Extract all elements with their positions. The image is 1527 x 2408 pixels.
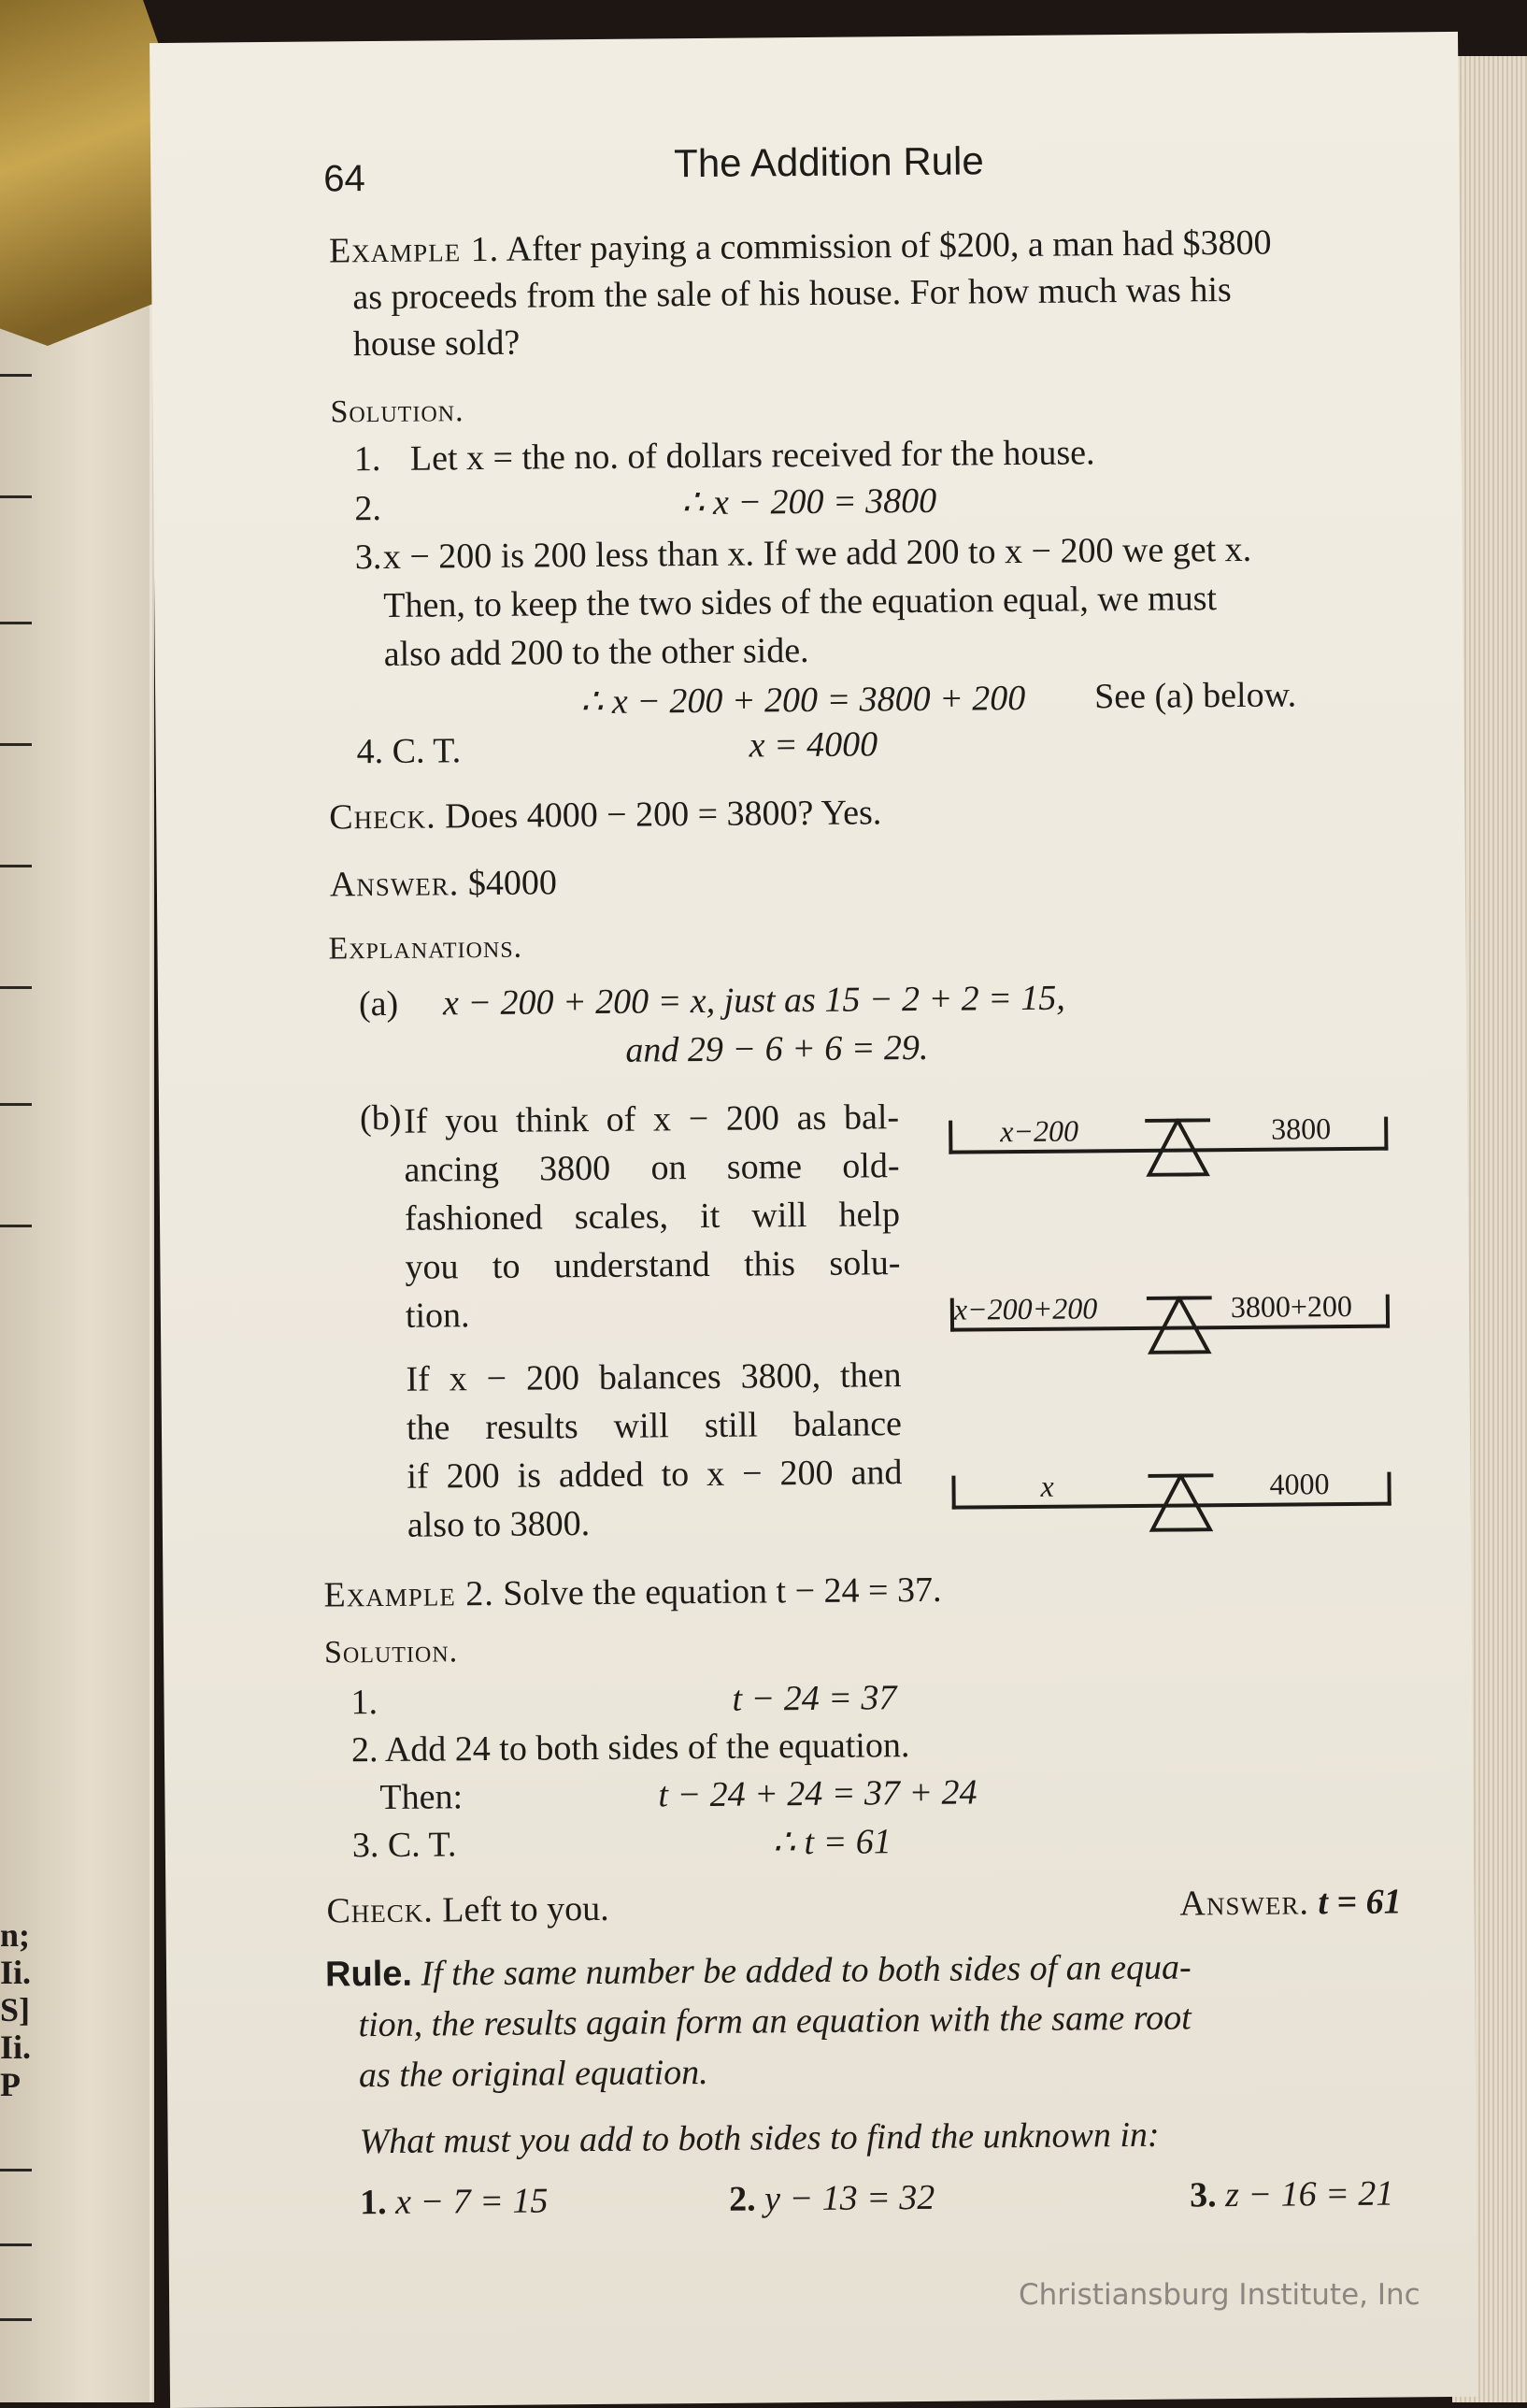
fragment: Ii. [0,2028,32,2066]
explanation-b-text [404,1093,903,1550]
exercise-item-2 [729,2177,935,2220]
ex2-step3-num: 3. C. T. [351,1825,457,1866]
answer-label: Answer. [329,864,460,905]
example2-answer-text: t = 61 [1318,1882,1402,1923]
exercise-eq: z − 16 = 21 [1224,2173,1394,2215]
exercise-eq: x − 7 = 15 [395,2181,549,2222]
example1-line2: as proceeds from the sale of his house. For how much was his [352,270,1232,318]
answer-line [330,862,557,905]
example2-check-label: Check. [326,1890,435,1931]
exercise-num: 3. [1189,2175,1217,2215]
explanations-label: Explanations. [328,929,523,967]
b2-line: If x − 200 balances 3800, then [406,1355,902,1399]
check-line [329,792,881,838]
b-line: ancing 3800 on some old- [404,1146,900,1190]
b2-line: the results will still balance [406,1404,903,1448]
fragment: S] [0,1991,31,2028]
ex2-step3-eq: ∴ t = 61 [772,1822,892,1863]
step2-num: 2. [354,488,382,529]
answer-text: $4000 [467,863,558,904]
left-page-rule [0,2169,32,2172]
book-page [150,32,1478,2408]
rule-line3: as the original equation. [358,2052,708,2096]
left-page-rule [0,622,32,624]
ex2-step1-eq: t − 24 = 37 [732,1678,897,1719]
explanation-a-label: (a) [358,983,399,1025]
example2-answer-label: Answer. [1179,1883,1310,1924]
scale-right-label: 3800+200 [1230,1288,1353,1325]
explanation-b-label: (b) [359,1097,402,1139]
b-line: tion. [405,1296,470,1336]
step3-equation: ∴ x − 200 + 200 = 3800 + 200 [580,678,1026,723]
left-page-rule [0,2243,32,2246]
rule-text: If the same number be added to both sides of an equa- [421,1947,1192,1994]
step4-eq: x = 4000 [749,724,878,766]
balance-scale-1 [949,1111,1389,1205]
b-line: you to understand this solu- [405,1243,901,1287]
example1-line1 [329,222,1272,272]
example1-line3: house sold? [352,322,521,365]
step3-line2: Then, to keep the two sides of the equation equal, we must [383,579,1218,625]
example2-check-text: Left to you. [442,1888,609,1930]
fragment: Ii. [0,1954,32,1991]
scale-fulcrum-icon [1148,1473,1214,1532]
page-number: 64 [323,158,365,200]
scale-left-label: x−200 [1000,1113,1079,1149]
solution-label: Solution. [330,394,464,430]
left-page-rule [0,1103,32,1106]
explanation-a-line2: and 29 − 6 + 6 = 29. [625,1027,929,1070]
page-title: The Addition Rule [673,138,984,186]
left-page-rule [0,2318,32,2321]
example2-check-line [326,1888,609,1932]
explanation-a-line1: x − 200 + 200 = x, just as 15 − 2 + 2 = 15, [442,978,1065,1024]
watermark: Christiansburg Institute, Inc [1019,2278,1420,2312]
step3-num: 3. [354,537,382,578]
step2-eq: ∴ x − 200 = 3800 [681,480,937,523]
scale-fulcrum-icon [1147,1296,1213,1354]
left-page-rule [0,1225,32,1227]
left-page-rule [0,865,32,867]
step1-num: 1. [353,438,381,480]
example2-line [323,1570,941,1616]
step3-line1: x − 200 is 200 less than x. If we add 200 to x − 200 we get x. [382,529,1252,577]
b-line: If you think of x − 200 as bal- [403,1097,900,1141]
example2-text: Solve the equation t − 24 = 37. [503,1570,942,1613]
exercise-eq: y − 13 = 32 [764,2177,935,2219]
check-text: Does 4000 − 200 = 3800? Yes. [444,793,882,837]
example2-label: Example 2. [323,1573,494,1615]
balance-scale-3 [951,1467,1391,1560]
left-page-rule [0,374,32,377]
rule-label: Rule. [324,1954,413,1995]
example1-label: Example 1. [328,229,500,271]
check-label: Check. [329,796,436,838]
ex2-step2-text: 2. Add 24 to both sides of the equation. [350,1726,910,1770]
step1-text: Let x = the no. of dollars received for the house. [409,433,1095,479]
step3-line3: also add 200 to the other side. [383,630,809,674]
fragment: P [0,2066,21,2103]
exercise-item-1 [360,2180,549,2223]
example2-solution-label: Solution. [323,1634,459,1670]
ex2-step2-then: Then: [379,1777,464,1818]
step4-num: 4. C. T. [356,731,462,772]
left-page-rule [0,495,32,498]
ex2-step1-num: 1. [350,1683,378,1723]
exercise-prompt: What must you add to both sides to find the unknown in: [359,2114,1160,2162]
scale-right-label: 3800 [1271,1111,1332,1146]
fragment: n; [0,1916,31,1954]
scale-left-label: x [1040,1469,1054,1503]
facing-page [0,140,150,2402]
b2-line: if 200 is added to x − 200 and [407,1453,903,1497]
balance-scale-2 [950,1288,1391,1383]
ex2-step2-eq: t − 24 + 24 = 37 + 24 [658,1772,978,1815]
b-line: fashioned scales, it will help [404,1195,901,1239]
exercise-num: 1. [360,2182,387,2223]
left-page-text-fragments [0,1916,31,2103]
b2-line: also to 3800. [407,1504,591,1545]
step3-see-note: See (a) below. [1093,675,1297,717]
example1-text: After paying a commission of $200, a man had $3800 [506,222,1272,269]
rule-line1 [325,1946,1192,1995]
example2-answer-line [1179,1881,1402,1924]
scale-right-label: 4000 [1269,1467,1330,1501]
left-page-rule [0,743,32,746]
scale-fulcrum-icon [1145,1118,1211,1177]
rule-line2: tion, the results again form an equation with the same root [358,1998,1192,2045]
exercise-item-3 [1190,2173,1393,2216]
exercise-num: 2. [728,2179,756,2219]
left-page-rule [0,986,32,989]
scale-left-label: x−200+200 [953,1291,1098,1326]
